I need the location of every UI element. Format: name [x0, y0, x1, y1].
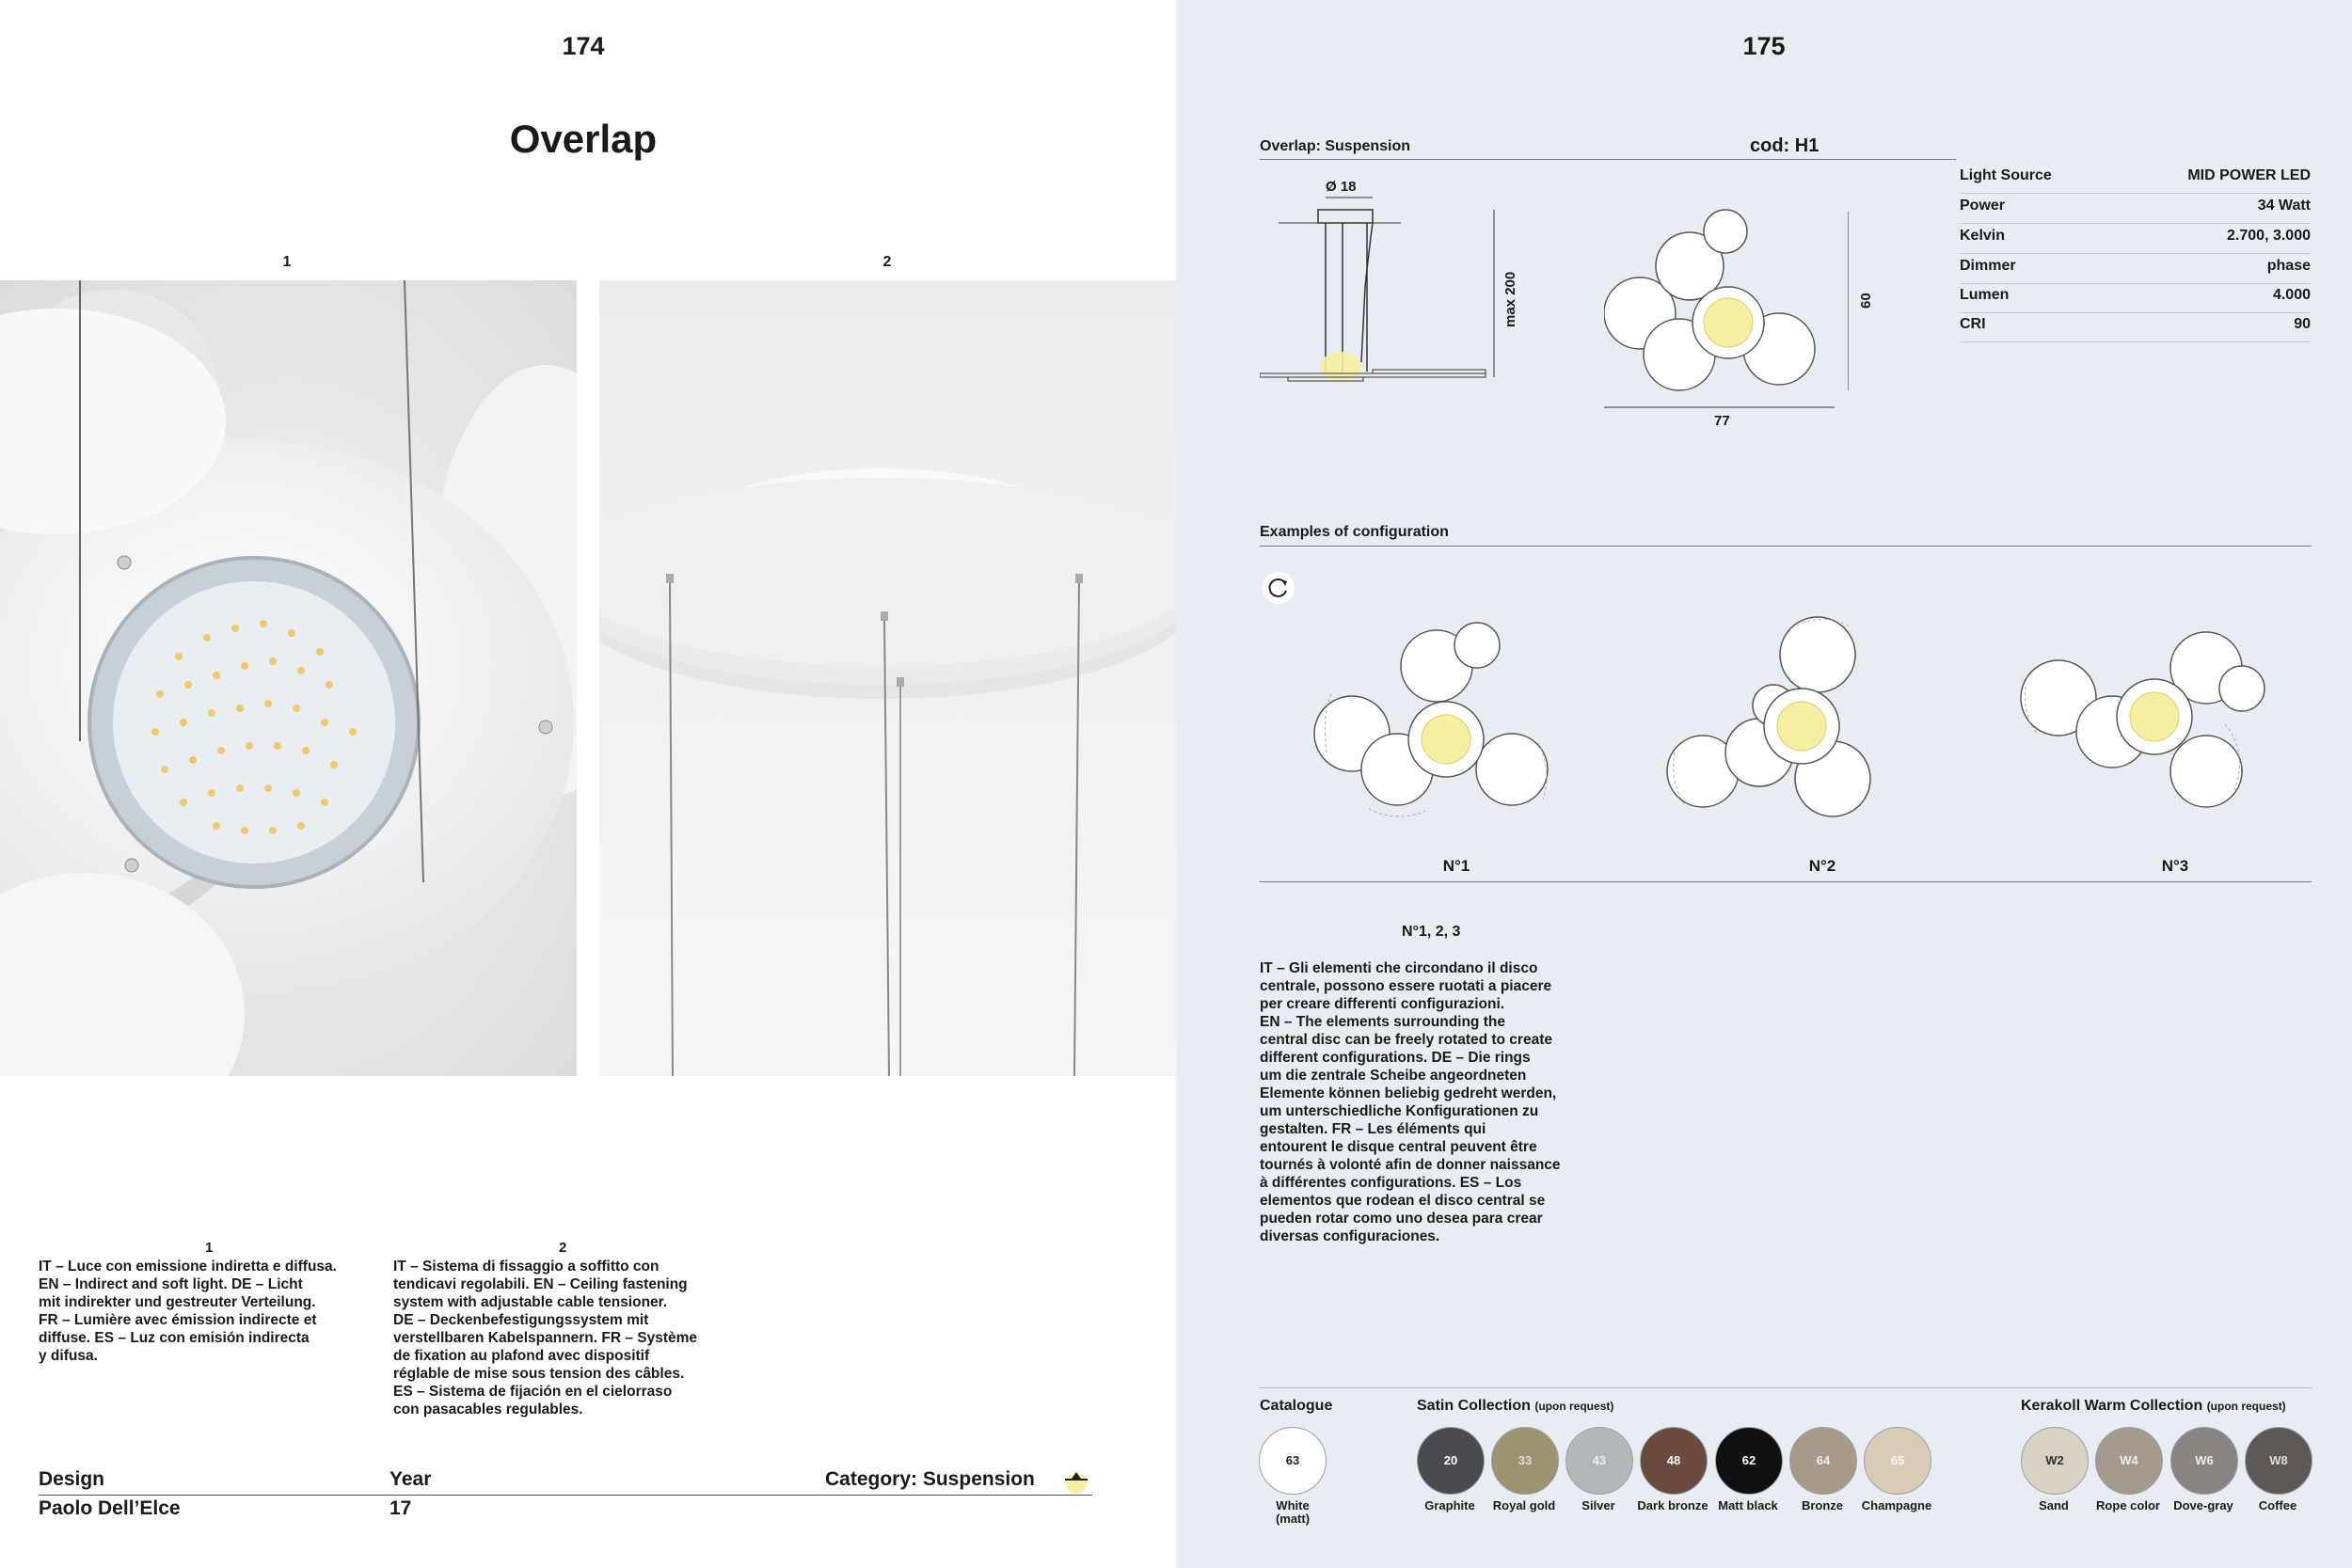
config-subtitle: N°1, 2, 3 [1402, 924, 1461, 940]
header-rule [1260, 159, 1956, 160]
design-label: Design [39, 1468, 105, 1490]
swatch-label: Rope color [2096, 1498, 2160, 1513]
swatch-label: White (matt) [1275, 1498, 1311, 1526]
year-label: Year [389, 1468, 432, 1490]
swatch-rope-color[interactable]: W4 [2095, 1427, 2163, 1495]
caption-text-1: IT – Luce con emissione indiretta e diffusa. EN – Indirect and soft light. DE – Licht mit indirekter und gestreuter Verteilung. FR – Lumière avec émission indirecte et diffuse. ES – Luz con emisión indirecta y difusa. [39, 1259, 337, 1364]
swatch-label: Coffee [2258, 1498, 2297, 1513]
swatch-label: Silver [1581, 1498, 1615, 1513]
spec-value: MID POWER LED [2187, 167, 2311, 183]
spec-key: Power [1960, 198, 2006, 214]
spec-row [1960, 283, 2311, 313]
swatch-dove-gray[interactable]: W6 [2170, 1427, 2238, 1495]
swatch-label: Sand [2039, 1498, 2069, 1513]
catalogue-title: Catalogue [1260, 1398, 1333, 1414]
spec-value: 4.000 [2272, 287, 2311, 303]
swatch-royal-gold[interactable]: 33 [1491, 1427, 1559, 1495]
spec-row [1960, 194, 2311, 224]
config-label-3: N°3 [2161, 857, 2189, 875]
swatch-label: Graphite [1424, 1498, 1475, 1513]
finishes-rule [1260, 1387, 2312, 1388]
swatch-coffee[interactable]: W8 [2245, 1427, 2312, 1495]
depth-dim: 60 [1858, 293, 1874, 309]
spec-row [1960, 224, 2311, 254]
spec-value: 2.700, 3.000 [2227, 228, 2311, 244]
year-value: 17 [389, 1497, 412, 1519]
config-description: IT – Gli elementi che circondano il disco centrale, possono essere ruotati a piacere per creare differenti configurazioni. EN – The elements surrounding the central disc can be freely rotated to create different configurations. DE – Die rings um die zentrale Scheibe angeordneten Elemente können beliebig gedreht werden, um unterschiedliche Konfigurationen zu gestalten. FR – Les éléments qui entourent le disque central peuvent être tournés à volonté afin de donner naissance à différentes configurations. ES – Los elementos que rodean el disco central se pueden rotar como uno desea para crear diversas configuraciones. [1260, 960, 1561, 1244]
satin-title-text: Satin Collection [1417, 1398, 1531, 1414]
spec-key: Light Source [1960, 167, 2052, 183]
product-title: Overlap: Suspension [1260, 138, 1411, 154]
swatch-label: Dark bronze [1637, 1498, 1708, 1513]
swatch-matt-black[interactable]: 62 [1715, 1427, 1783, 1495]
swatch-sand[interactable]: W2 [2021, 1427, 2089, 1495]
category-label: Category: Suspension [825, 1468, 1035, 1490]
spec-row [1960, 254, 2311, 284]
swatch-label: Royal gold [1492, 1498, 1556, 1513]
designer-name: Paolo Dell’Elce [39, 1497, 181, 1519]
spec-row [1960, 312, 2311, 342]
swatch-bronze[interactable]: 64 [1789, 1427, 1857, 1495]
caption-text-2: IT – Sistema di fissaggio a soffitto con tendicavi regolabili. EN – Ceiling fastening system with adjustable cable tensioner. DE – Deckenbefestigungssystem mit verstellbaren Kabelspannern. FR – Système de fixation au plafond avec dispositif réglable de mise sous tension des câbles. ES – Sistema de fijación en el cielorraso con pasacables regulables. [393, 1259, 698, 1418]
swatch-label: Bronze [1801, 1498, 1844, 1513]
config-bottom-rule [1260, 881, 2312, 882]
spec-key: Kelvin [1960, 228, 2006, 244]
spec-value: 34 Watt [2257, 198, 2311, 214]
caption-number-2: 2 [559, 1240, 567, 1256]
image-label-2: 2 [882, 254, 892, 270]
config-label-1: N°1 [1442, 857, 1470, 875]
height-dim: max 200 [1502, 271, 1518, 327]
swatch-silver[interactable]: 43 [1565, 1427, 1633, 1495]
spec-value: 90 [2294, 316, 2311, 332]
swatch-graphite[interactable]: 20 [1417, 1427, 1485, 1495]
config-1-drawing [1312, 611, 1566, 828]
satin-title [1417, 1398, 1613, 1415]
swatch-label: Matt black [1718, 1498, 1778, 1513]
spec-row [1960, 164, 2311, 194]
swatch-white[interactable]: 63 [1259, 1427, 1327, 1495]
width-dim: 77 [1714, 413, 1730, 429]
swatch-champagne[interactable]: 65 [1864, 1427, 1931, 1495]
suspension-lamp-icon [1061, 1468, 1091, 1495]
caption-number-1: 1 [205, 1240, 214, 1256]
kerakoll-title [2021, 1398, 2286, 1415]
spec-key: Lumen [1960, 287, 2010, 303]
config-section-title: Examples of configuration [1260, 524, 1449, 540]
kerakoll-title-text: Kerakoll Warm Collection [2021, 1398, 2203, 1414]
photo-ceiling-canopy [599, 280, 1176, 1076]
right-page [1176, 0, 2352, 1568]
spec-key: CRI [1960, 316, 1986, 332]
product-code: cod: H1 [1750, 135, 1820, 156]
spec-key: Dimmer [1960, 258, 2016, 274]
satin-note: (upon request) [1534, 1400, 1614, 1413]
spec-value: phase [2266, 258, 2311, 274]
config-3-drawing [2018, 611, 2272, 828]
swatch-label: Dove-gray [2173, 1498, 2233, 1513]
config-label-2: N°2 [1808, 857, 1836, 875]
top-view-drawing [1604, 202, 1849, 414]
photo-led-closeup [0, 280, 577, 1076]
swatch-label: Champagne [1861, 1498, 1932, 1513]
side-view-drawing [1260, 174, 1514, 400]
footer-rule [39, 1495, 1092, 1496]
kerakoll-note: (upon request) [2206, 1400, 2286, 1413]
rotate-icon [1263, 572, 1295, 604]
page-title: Overlap [509, 117, 658, 161]
diameter-dim: Ø 18 [1326, 179, 1357, 195]
page-number-right: 175 [1742, 32, 1786, 60]
image-label-1: 1 [282, 254, 292, 270]
page-number-left: 174 [562, 32, 605, 60]
config-2-drawing [1665, 611, 1919, 828]
swatch-dark-bronze[interactable]: 48 [1640, 1427, 1708, 1495]
